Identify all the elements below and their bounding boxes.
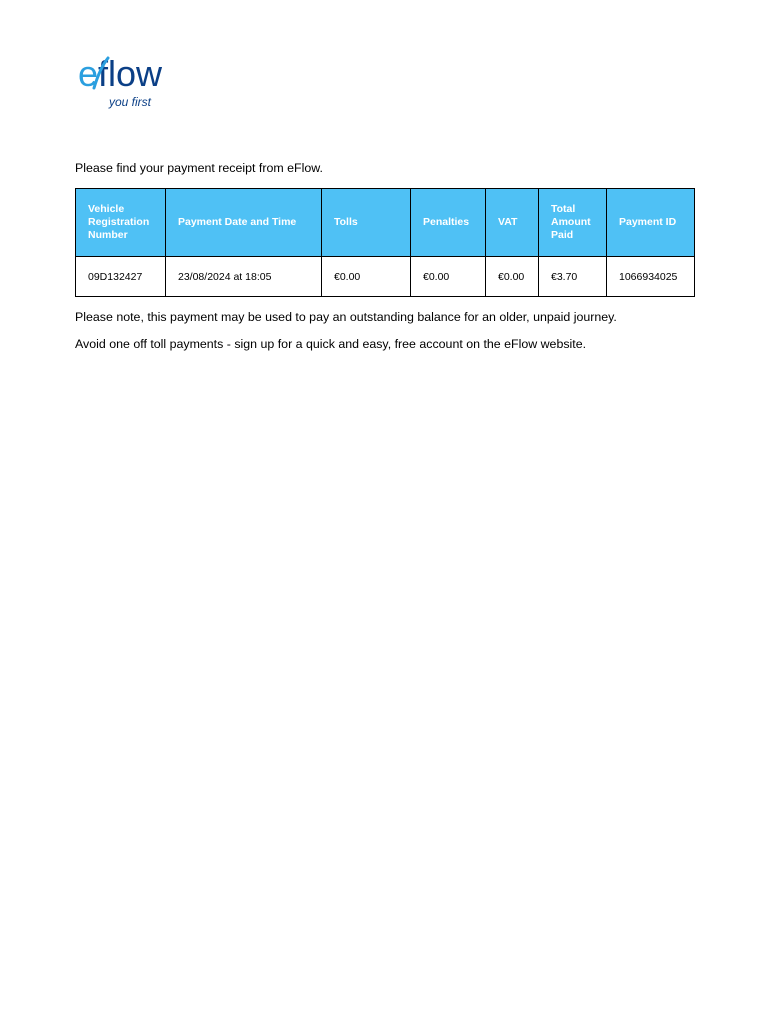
cell-payment-id: 1066934025 bbox=[607, 257, 695, 297]
eflow-logo-mark bbox=[78, 54, 188, 94]
table-header-row bbox=[76, 189, 695, 257]
note-outstanding-balance: Please note, this payment may be used to pay an outstanding balance for an older, unpaid journey. bbox=[75, 310, 617, 324]
note-signup-account: Avoid one off toll payments - sign up for a quick and easy, free account on the eFlow website. bbox=[75, 337, 587, 351]
eflow-logo bbox=[78, 54, 188, 114]
header-vat: VAT bbox=[486, 189, 539, 257]
logo-letter-e: e bbox=[78, 54, 99, 94]
intro-text: Please find your payment receipt from eFlow. bbox=[75, 161, 323, 175]
header-vehicle-registration: Vehicle Registration Number bbox=[76, 189, 166, 257]
header-total-amount-paid: Total Amount Paid bbox=[539, 189, 607, 257]
cell-vehicle-registration: 09D132427 bbox=[76, 257, 166, 297]
logo-word-flow: flow bbox=[98, 54, 163, 94]
cell-total-amount-paid: €3.70 bbox=[539, 257, 607, 297]
payment-receipt-table bbox=[75, 188, 695, 297]
header-payment-date-time: Payment Date and Time bbox=[166, 189, 322, 257]
cell-penalties: €0.00 bbox=[411, 257, 486, 297]
logo-tagline: you first bbox=[109, 95, 152, 109]
table-row bbox=[76, 257, 695, 297]
header-payment-id: Payment ID bbox=[607, 189, 695, 257]
cell-tolls: €0.00 bbox=[322, 257, 411, 297]
cell-vat: €0.00 bbox=[486, 257, 539, 297]
cell-payment-date-time: 23/08/2024 at 18:05 bbox=[166, 257, 322, 297]
header-tolls: Tolls bbox=[322, 189, 411, 257]
header-penalties: Penalties bbox=[411, 189, 486, 257]
